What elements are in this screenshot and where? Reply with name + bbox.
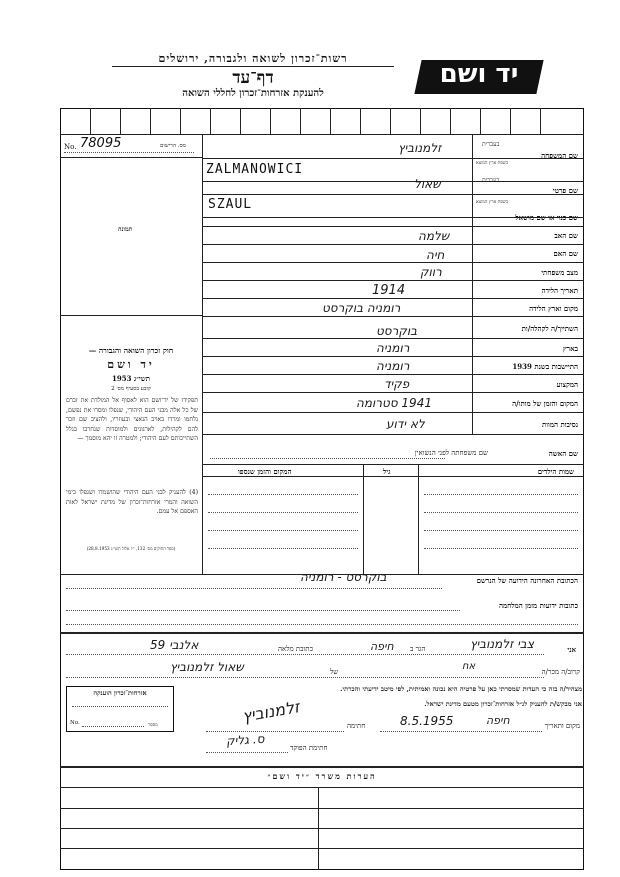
office-notes-label: הערות משרד ״יד ושם״ [267,771,377,781]
place-date-dots [380,731,542,732]
section-separator [60,632,584,634]
declaration-text-2: אני מבקש/ת להעניק לנ״ל אזרחות־זכרון מטעם מדינת ישראל. [424,700,582,708]
left-column-divider [202,134,203,574]
declarant-signature: זלמנוביץ [240,697,301,726]
strip-divider [180,108,181,134]
children-row-dots [208,494,358,495]
row-line [202,338,584,339]
first-name-hebrew-tag: בעברית [482,177,500,184]
law-year: תשי״ג 1953 [112,374,150,383]
label-column-divider [472,134,473,434]
law-title: חוק זכרון השואה והגבורה — [88,346,174,355]
signature-dots [206,731,344,732]
citizenship-granted-title: אזרחות־זכרון הוענקה [93,689,147,697]
children-row-dots [424,530,578,531]
registration-no-prefix: No. [64,143,77,151]
declarant-i-label: אני [567,645,576,654]
row-line [202,280,584,281]
strip-divider [330,108,331,134]
strip-divider [270,108,271,134]
children-names-header: שמות הילדים [537,467,574,476]
war-addresses-dots [66,624,578,625]
registration-dots [64,152,194,153]
row-line [202,356,584,357]
first-name-origin-value: SZAUL [208,197,253,212]
strip-divider [420,108,421,134]
mother-label: שם האם [553,249,578,258]
row-line [202,244,584,245]
strip-divider [360,108,361,134]
declarant-place: חיפה [486,714,510,727]
declarant-of-name: שאול זלמנוביץ [170,660,244,674]
strip-divider [300,108,301,134]
declarant-relation-dots [66,677,544,678]
last-address-dots [66,588,442,589]
office-notes-row [60,848,584,849]
first-name-label: שם פרטי [552,186,578,195]
country-value: רומניה [376,341,410,355]
family-name-hebrew-tag: בעברית [482,141,500,148]
photo-bottom-line [60,315,203,316]
birth-date-value: 1914 [372,283,406,298]
children-age-header: גיל [383,467,391,476]
residence-1939-label: התיישבות בשנת 1939 [512,362,578,371]
form-subtitle: להענקת אזרחות־זכרון לחללי השואה [182,88,324,99]
inspector-dots [206,752,288,753]
occupation-value: פקיד [384,377,410,391]
children-row-dots [424,494,578,495]
death-circumstances-label: נסיבות המוות [542,420,578,429]
declarant-line-dots [66,654,544,655]
marital-status-value: רווק [420,265,442,279]
marital-status-label: מצב משפחתי [541,268,578,277]
strip-divider [150,108,151,134]
family-name-hebrew-value: זלמנוביץ [398,141,442,155]
wife-dots [210,458,445,459]
logo-text: יד ושם [439,59,519,89]
family-name-origin-value: ZALMANOWICI [206,162,304,177]
authority-line: רשות־זכרון לשואה ולגבורה, ירושלים [158,52,348,65]
top-strip-line [60,134,584,135]
strip-divider [510,108,511,134]
father-label: שם האב [554,231,578,240]
children-table-top [202,464,584,465]
office-notes-top [60,766,584,768]
row-line [202,316,584,317]
war-addresses-dots [66,610,460,611]
community-value: בוקרסט [376,324,418,338]
children-row-dots [424,512,578,513]
birth-place-label: מקום וארץ הלידה [529,304,578,313]
children-row-dots [208,548,358,549]
law-clause-ref: קובע בסעיף מס׳ 2 [111,386,151,392]
strip-divider [210,108,211,134]
last-address-label: הכתובת האחרונה הידועה של הנרשם [476,576,578,585]
office-notes-header-line [60,787,584,788]
form-title: דף־עד [232,68,274,88]
registration-label: מס. הרישום [160,143,186,149]
declarant-relation: אח [462,661,476,672]
declarant-address-label: כתובת מלאה [278,645,313,653]
row-line [202,158,584,159]
community-label: השתייך/ה לקהלה/ות [521,324,578,333]
family-name-origin-tag: בשפת ארץ המוצא [476,161,509,166]
authority-underline [112,66,394,67]
declarant-of-label: של [330,668,339,676]
row-line [202,392,584,393]
row-line [202,374,584,375]
office-notes-row [60,808,584,809]
row-line [202,262,584,263]
children-col-divider [363,464,364,574]
first-name-hebrew-value: שאול [414,177,441,191]
declarant-date: 8.5.1955 [400,714,454,728]
citizenship-no-dots [82,726,144,727]
row-line [202,434,584,435]
children-row-dots [424,548,578,549]
residence-1939-value: רומניה [376,359,410,373]
death-place-time-label: המקום והזמן של מותו/ה [512,399,578,408]
law-name: יד ושם [107,358,155,371]
photo-label: תמונה [118,226,133,233]
inspector-signature: ס. גליק [225,731,265,749]
strip-divider [450,108,451,134]
strip-divider [240,108,241,134]
citizenship-no-label: No. [70,720,80,726]
declarant-name: צבי זלמנוביץ [470,637,534,651]
law-footnote: (ספר החוקים מס׳ 132, י״ז אלול תשי״ג 28.8.1953) [86,546,176,551]
father-value: שלמה [418,229,450,243]
children-row-dots [208,530,358,531]
wife-label: שם האשה [548,449,578,458]
row-line [202,226,584,227]
office-notes-row [60,828,584,829]
declarant-resides-label: הגר ב [410,645,426,653]
law-text: תפקידו של יד־ושם הוא לאסוף אל המולדת את זכרם של כל אלה מבני העם היהודי, שנפלו ומסרו את נפשם, נלחמו ומרדו באויב הנאצי ובעוזריו, ולהציב שם וזכר להם לקהילות, לארגונים ולמוסדות שנחרבו בגלל השתייכותם לעם היהודי; ולמטרה זו יהא מוסמך — [66,397,198,443]
children-col-divider [418,464,419,574]
first-name-origin-tag: בשפת ארץ המוצא [476,200,509,205]
strip-divider [480,108,481,134]
wife-maiden-label: שם משפחתה לפני הנשואין [414,449,488,457]
country-label: בארץ [563,344,578,353]
declarant-relation-label: קרוב/ה מכר/ה [541,668,580,676]
declaration-text-1: מצהיר/ה בזה כי העדות שמסרתי כאן על פרטיה היא נכונה ואמיתית, לפי מיטב ידיעתי והכרתי. [340,685,582,693]
registration-number: 78095 [80,136,122,151]
children-place-header: המקום והזמן שנספו [238,467,292,476]
row-line [202,298,584,299]
strip-divider [390,108,391,134]
occupation-label: המקצוע [556,380,578,389]
death-place-time-value: 1941 סטרומה [356,396,432,410]
death-circumstances-value: לא ידוע [386,417,425,431]
declarant-address: אלנבי 59 [150,638,199,652]
row-line [202,194,584,195]
birth-date-label: תאריך הלידה [541,286,578,295]
citizenship-number-label: מספר [148,723,158,728]
row-line [202,412,584,413]
war-addresses-label: כתובות ידועות מזמן המלחמה [498,601,578,610]
place-date-label: מקום ותאריך [544,722,580,730]
strip-divider [90,108,91,134]
children-row-dots [208,512,358,513]
strip-divider [540,108,541,134]
registration-line [60,157,203,158]
family-name-label: שם המשפחה [541,151,578,160]
mother-value: חיה [426,248,445,262]
law-clause-4: (4) להעניק לבני העם היהודי שהושמדו ושנפלו בימי השואה והמרי אזרחות־זכרון של מדינת ישראל לאות האספם אל עמם. [66,489,198,516]
last-address-value: בוקרסט - רומניה [300,570,387,584]
citizenship-box-dots [72,706,168,707]
row-line [202,181,584,182]
signature-label: חתימה [347,722,366,730]
nickname-label: שם כנוי או שם מושאל [515,213,578,222]
declarant-city: חיפה [370,640,394,653]
children-table-header-line [202,476,584,477]
inspector-label: חתימת הפוקד [290,744,328,752]
birth-place-value: רומניה בוקרסט [322,301,401,315]
strip-divider [120,108,121,134]
